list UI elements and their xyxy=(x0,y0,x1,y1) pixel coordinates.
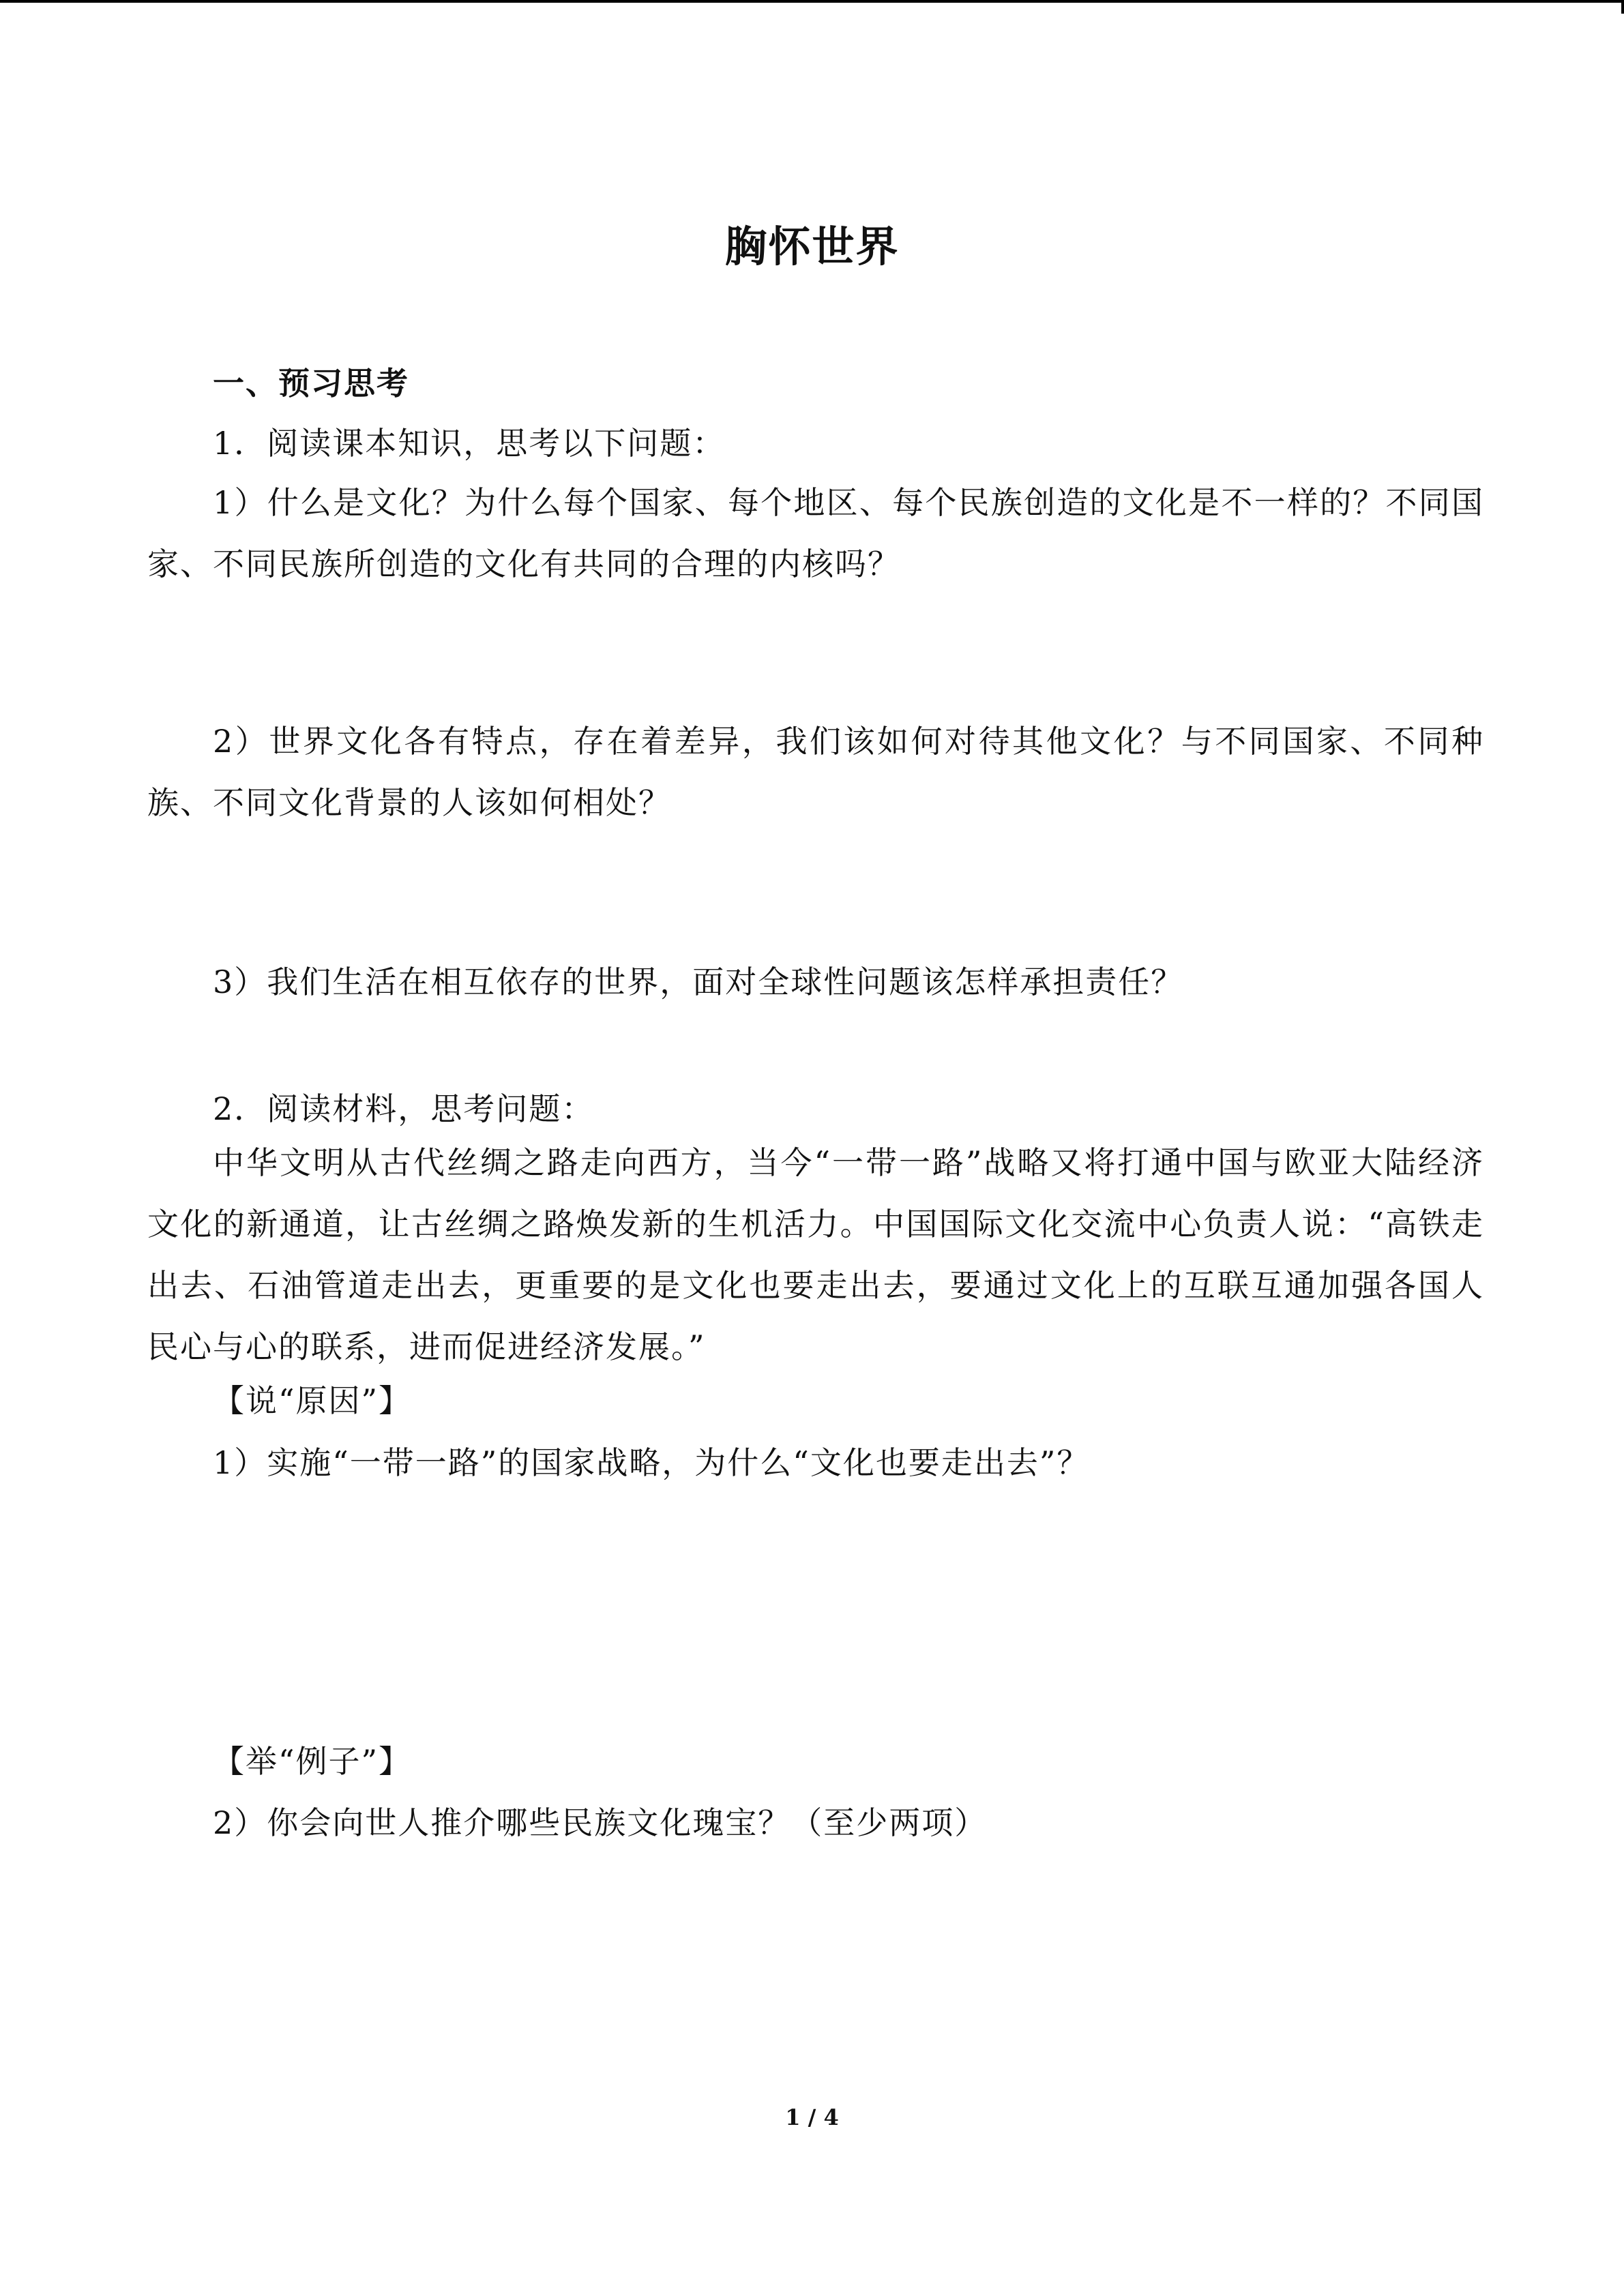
section-heading: 一、预习思考 xyxy=(213,365,409,402)
reading-material: 中华文明从古代丝绸之路走向西方，当今“一带一路”战略又将打通中国与欧亚大陆经济文化的新通道，让古丝绸之路焕发新的生机活力。中国国际文化交流中心负责人说：“高铁走出去、石油管道走出去，更重要的是文化也要走出去，要通过文化上的互联互通加强各国人民心与心的联系，进而促进经济发展。” xyxy=(147,1144,1484,1365)
question-1-2: 2）世界文化各有特点，存在着差异，我们该如何对待其他文化？与不同国家、不同种族、不同文化背景的人该如何相处？ xyxy=(147,723,1484,821)
question-2-1: 1）实施“一带一路”的国家战略，为什么“文化也要走出去”？ xyxy=(213,1444,1090,1481)
question-1-intro: 1．阅读课本知识，思考以下问题： xyxy=(213,425,726,462)
reason-label: 【说“原因”】 xyxy=(213,1382,412,1419)
page-top-border xyxy=(0,0,1624,3)
question-2-intro: 2．阅读材料，思考问题： xyxy=(213,1090,595,1127)
page-number: 1 / 4 xyxy=(785,2104,839,2130)
question-1-1: 1）什么是文化？为什么每个国家、每个地区、每个民族创造的文化是不一样的？不同国家、不同民族所创造的文化有共同的合理的内核吗？ xyxy=(147,484,1484,582)
document-title: 胸怀世界 xyxy=(724,222,900,271)
example-label: 【举“例子”】 xyxy=(213,1743,412,1780)
page-corner-mark xyxy=(1621,0,1624,14)
question-2-2: 2）你会向世人推介哪些民族文化瑰宝？（至少两项） xyxy=(213,1804,988,1841)
question-1-3: 3）我们生活在相互依存的世界，面对全球性问题该怎样承担责任？ xyxy=(213,964,1184,1000)
